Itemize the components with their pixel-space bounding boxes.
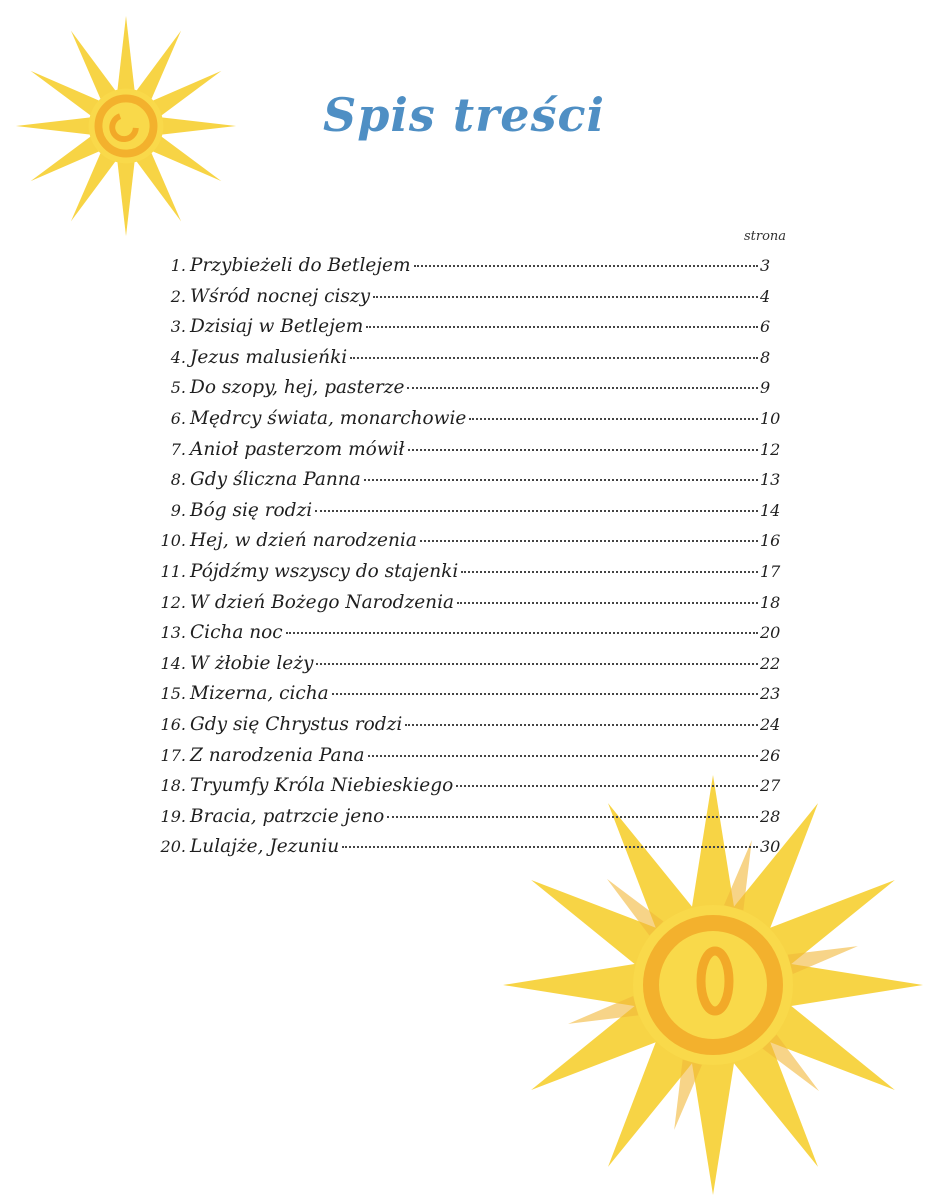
toc-entry-page: 28 — [760, 806, 781, 826]
toc-entry — [150, 408, 786, 439]
toc-entry-number: 3. — [170, 317, 186, 337]
toc-entry — [150, 561, 786, 592]
toc-entry-title: Do szopy, hej, pasterze — [190, 377, 405, 399]
toc-entry — [150, 530, 786, 561]
toc-entry-number: 16. — [160, 714, 186, 734]
toc-entry-number: 12. — [160, 592, 186, 612]
toc-entry — [150, 500, 786, 531]
toc-entry-number: 6. — [170, 408, 186, 428]
toc-entry — [150, 377, 786, 408]
toc-entry-title: W dzień Bożego Narodzenia — [190, 591, 455, 613]
toc-entry-page: 14 — [760, 500, 781, 520]
toc-dot-leader — [469, 418, 758, 420]
toc-entry-title: Tryumfy Króla Niebieskiego — [190, 775, 454, 797]
toc-entry — [150, 714, 786, 745]
toc-entry-number: 9. — [170, 500, 186, 520]
toc-entry-page: 6 — [760, 317, 771, 337]
toc-entry-number: 4. — [170, 347, 186, 367]
toc-entry-title: Lulajże, Jezuniu — [190, 836, 340, 858]
toc-entry-title: Gdy się Chrystus rodzi — [190, 713, 403, 735]
toc-entry-page: 9 — [760, 378, 771, 398]
toc-entry-title: Mizerna, cicha — [190, 683, 329, 705]
toc-entry-page: 12 — [760, 439, 781, 459]
toc-entry-page: 8 — [760, 347, 771, 367]
toc-entry-page: 23 — [760, 684, 781, 704]
toc-entry-number: 18. — [160, 776, 186, 796]
toc-entry-page: 4 — [760, 286, 771, 306]
toc-entry-page: 3 — [760, 256, 771, 275]
toc-dot-leader — [332, 693, 758, 695]
toc-entry — [150, 316, 786, 347]
toc-entry-number: 5. — [170, 378, 186, 398]
toc-entry-page: 22 — [760, 653, 781, 673]
toc-dot-leader — [461, 571, 758, 573]
toc-entry-number: 8. — [170, 470, 186, 490]
toc-entry-title: Z narodzenia Pana — [190, 744, 365, 766]
toc-dot-leader — [373, 296, 758, 298]
toc-entry-number: 17. — [160, 745, 186, 765]
toc-entry-number: 7. — [170, 439, 186, 459]
toc-dot-leader — [457, 602, 758, 604]
toc-dot-leader — [316, 663, 758, 665]
toc-entry — [150, 469, 786, 500]
toc-entry-page: 30 — [760, 837, 781, 857]
toc-entry-title: Gdy śliczna Panna — [190, 469, 361, 491]
toc-dot-leader — [407, 387, 758, 389]
toc-entry-page: 26 — [760, 745, 781, 765]
toc-entry-title: Anioł pasterzom mówił — [190, 438, 405, 460]
toc-dot-leader — [420, 540, 758, 542]
toc-entry-title: Wśród nocnej ciszy — [190, 285, 371, 307]
toc-entry-page: 10 — [760, 408, 781, 428]
toc-entry-title: Bracia, patrzcie jeno — [190, 805, 385, 827]
toc-entry-number: 14. — [160, 653, 186, 673]
toc-entry — [150, 439, 786, 470]
toc-dot-leader — [366, 326, 758, 328]
toc-entry — [150, 745, 786, 776]
toc-entry — [150, 592, 786, 623]
toc-dot-leader — [387, 816, 758, 818]
toc-entry-number: 19. — [160, 806, 186, 826]
toc-entry-page: 20 — [760, 623, 781, 643]
toc-entry-title: Jezus malusieńki — [190, 346, 348, 368]
toc-entry-title: W żłobie leży — [190, 652, 314, 674]
toc-dot-leader — [315, 510, 758, 512]
toc-dot-leader — [414, 265, 758, 267]
toc-entry — [150, 836, 786, 867]
toc-entry-number: 11. — [160, 561, 186, 581]
toc-entry-number: 15. — [160, 684, 186, 704]
toc-entry — [150, 806, 786, 837]
toc-entry-page: 17 — [760, 561, 781, 581]
toc-entry-title: Cicha noc — [190, 622, 283, 644]
toc-entry — [150, 286, 786, 317]
toc-entry — [150, 775, 786, 806]
toc-entry-title: Pójdźmy wszyscy do stajenki — [190, 560, 459, 582]
toc-entry — [150, 255, 786, 286]
toc-entry — [150, 622, 786, 653]
toc-dot-leader — [350, 357, 758, 359]
toc-entry-page: 27 — [760, 776, 781, 796]
toc-dot-leader — [364, 479, 758, 481]
toc-entry-number: 20. — [160, 837, 186, 857]
toc-entry-title: Hej, w dzień narodzenia — [190, 530, 417, 552]
toc-entry-page: 13 — [760, 470, 781, 490]
table-of-contents — [150, 255, 786, 867]
toc-entry-number: 10. — [160, 531, 186, 551]
toc-entry — [150, 683, 786, 714]
toc-entry-number: 2. — [170, 286, 186, 306]
toc-entry-page: 16 — [760, 531, 781, 551]
toc-entry — [150, 653, 786, 684]
toc-dot-leader — [342, 846, 758, 848]
page-title: Spis treści — [323, 88, 605, 142]
toc-entry-title: Dzisiaj w Betlejem — [190, 316, 364, 338]
toc-dot-leader — [368, 755, 758, 757]
toc-entry-page: 18 — [760, 592, 781, 612]
toc-entry-title: Przybieżeli do Betlejem — [190, 255, 411, 276]
toc-entry-page: 24 — [760, 714, 781, 734]
toc-entry-number: 13. — [160, 623, 186, 643]
toc-entry-number: 1. — [170, 256, 186, 275]
toc-dot-leader — [456, 785, 758, 787]
toc-entry — [150, 347, 786, 378]
toc-entry-title: Bóg się rodzi — [190, 499, 313, 521]
toc-dot-leader — [286, 632, 758, 634]
toc-dot-leader — [405, 724, 758, 726]
page-column-label: strona — [744, 229, 787, 244]
toc-dot-leader — [408, 449, 758, 451]
toc-entry-title: Mędrcy świata, monarchowie — [190, 407, 467, 429]
